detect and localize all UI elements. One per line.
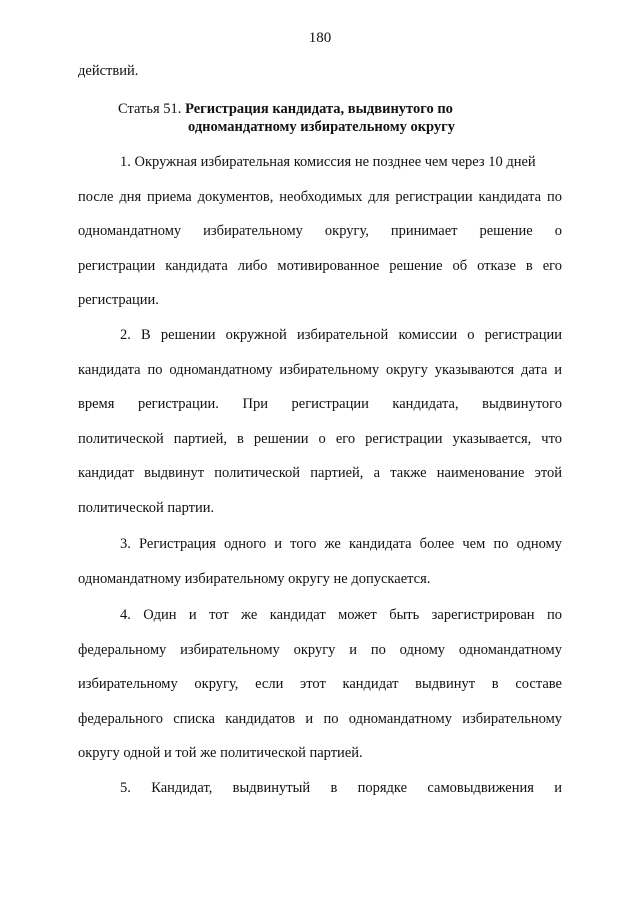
paragraph-line: федеральному избирательному округу и по одному одномандатному (78, 641, 562, 658)
paragraph-line: политической партией, в решении о его регистрации указывается, что (78, 430, 562, 447)
page-number: 180 (308, 30, 332, 46)
paragraph-line: 2. В решении окружной избирательной комиссии о регистрации (120, 327, 562, 343)
article-heading (118, 100, 455, 136)
article-title-line2: одномандатному избирательному округу (188, 119, 456, 135)
paragraph-line: политической партии. (78, 499, 215, 516)
paragraph-line: 5. Кандидат, выдвинутый в порядке самовыдвижения и (120, 780, 562, 796)
paragraph-line: кандидат выдвинут политической партией, а также наименование этой (78, 465, 562, 481)
paragraph-line: избирательному округу, если этот кандидат выдвинут в составе (78, 676, 562, 692)
paragraph-line: 3. Регистрация одного и того же кандидата более чем по одному (120, 536, 562, 552)
paragraph-line: регистрации. (78, 292, 159, 308)
paragraph-line: кандидата по одномандатному избирательному округу указываются дата и (78, 361, 562, 378)
paragraph-2 (78, 318, 562, 525)
paragraph-line: время регистрации. При регистрации кандидата, выдвинутого (78, 396, 562, 412)
paragraph-line: после дня приема документов, необходимых для регистрации кандидата по (78, 188, 562, 205)
paragraph-5 (78, 771, 562, 806)
article-number: Статья 51. (118, 101, 182, 117)
paragraph-line: одномандатному избирательному округу, принимает решение о (78, 223, 562, 239)
paragraph-line: округу одной и той же политической партией. (78, 745, 363, 761)
intro-fragment-block (78, 54, 562, 89)
paragraph-line: регистрации кандидата либо мотивированное решение об отказе в его (78, 257, 562, 274)
intro-fragment: действий. (78, 63, 139, 79)
paragraph-3 (78, 527, 562, 596)
article-title-line1: Регистрация кандидата, выдвинутого по (185, 101, 453, 117)
paragraph-line: 4. Один и тот же кандидат может быть зарегистрирован по (120, 607, 562, 623)
paragraph-4 (78, 598, 562, 771)
paragraph-line: 1. Окружная избирательная комиссия не позднее чем через 10 дней (120, 154, 536, 170)
paragraph-line: одномандатному избирательному округу не допускается. (78, 570, 431, 587)
paragraph-1 (78, 145, 562, 318)
paragraph-line: федерального списка кандидатов и по одномандатному избирательному (78, 710, 562, 727)
